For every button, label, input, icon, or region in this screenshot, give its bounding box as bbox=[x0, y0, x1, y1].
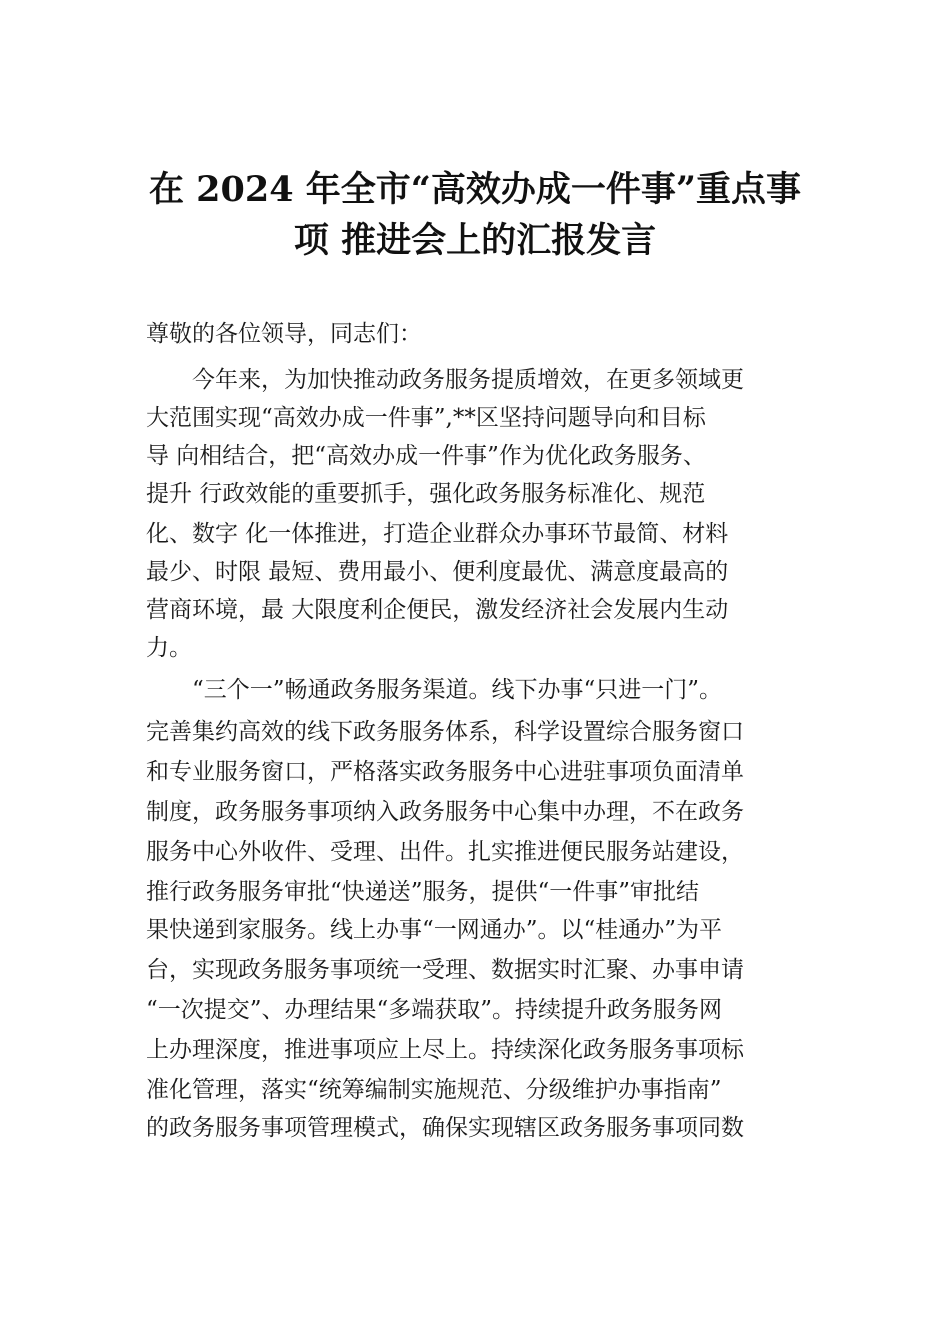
paragraph-2-line: 和专业服务窗口，严格落实政务服务中心进驻事项负面清单 bbox=[146, 759, 744, 785]
paragraph-2-line: “三个一”畅通政务服务渠道。线下办事“只进一门”。 bbox=[192, 677, 723, 703]
paragraph-2-line: 台，实现政务服务事项统一受理、数据实时汇聚、办事申请 bbox=[146, 957, 744, 983]
paragraph-1-line: 营商环境，最 大限度利企便民，激发经济社会发展内生动 bbox=[146, 597, 729, 623]
paragraph-2-line: 服务中心外收件、受理、出件。扎实推进便民服务站建设， bbox=[146, 839, 744, 865]
paragraph-2-line: 果快递到家服务。线上办事“一网通办”。以“桂通办”为平 bbox=[146, 917, 723, 943]
paragraph-2-line: 完善集约高效的线下政务服务体系，科学设置综合服务窗口 bbox=[146, 719, 744, 745]
document-title-line-1: 在 2024 年全市“高效办成一件事”重点事 bbox=[148, 169, 802, 210]
paragraph-2-line: 准化管理，落实“统筹编制实施规范、分级维护办事指南” bbox=[146, 1077, 722, 1103]
paragraph-1-line: 力。 bbox=[146, 635, 192, 661]
paragraph-1-line: 提升 行政效能的重要抓手，强化政务服务标准化、规范 bbox=[146, 481, 706, 507]
paragraph-2-line: 推行政务服务审批“快递送”服务，提供“一件事”审批结 bbox=[146, 879, 700, 905]
paragraph-2-line: “一次提交”、办理结果“多端获取”。持续提升政务服务网 bbox=[146, 997, 723, 1023]
paragraph-2-line: 制度，政务服务事项纳入政务服务中心集中办理，不在政务 bbox=[146, 799, 744, 825]
paragraph-2-line: 的政务服务事项管理模式，确保实现辖区政务服务事项同数 bbox=[146, 1115, 744, 1141]
document-title-line-2: 项 推进会上的汇报发言 bbox=[293, 220, 657, 261]
paragraph-1-line: 导 向相结合，把“高效办成一件事”作为优化政务服务、 bbox=[146, 443, 706, 469]
paragraph-1-line: 最少、时限 最短、费用最小、便利度最优、满意度最高的 bbox=[146, 559, 729, 585]
salutation: 尊敬的各位领导，同志们： bbox=[146, 321, 422, 347]
paragraph-1-line: 今年来，为加快推动政务服务提质增效，在更多领域更 bbox=[192, 367, 744, 393]
paragraph-1-line: 大范围实现“高效办成一件事”,**区坚持问题导向和目标 bbox=[146, 405, 706, 431]
paragraph-1-line: 化、数字 化一体推进，打造企业群众办事环节最简、材料 bbox=[146, 521, 729, 547]
paragraph-2-line: 上办理深度，推进事项应上尽上。持续深化政务服务事项标 bbox=[146, 1037, 744, 1063]
